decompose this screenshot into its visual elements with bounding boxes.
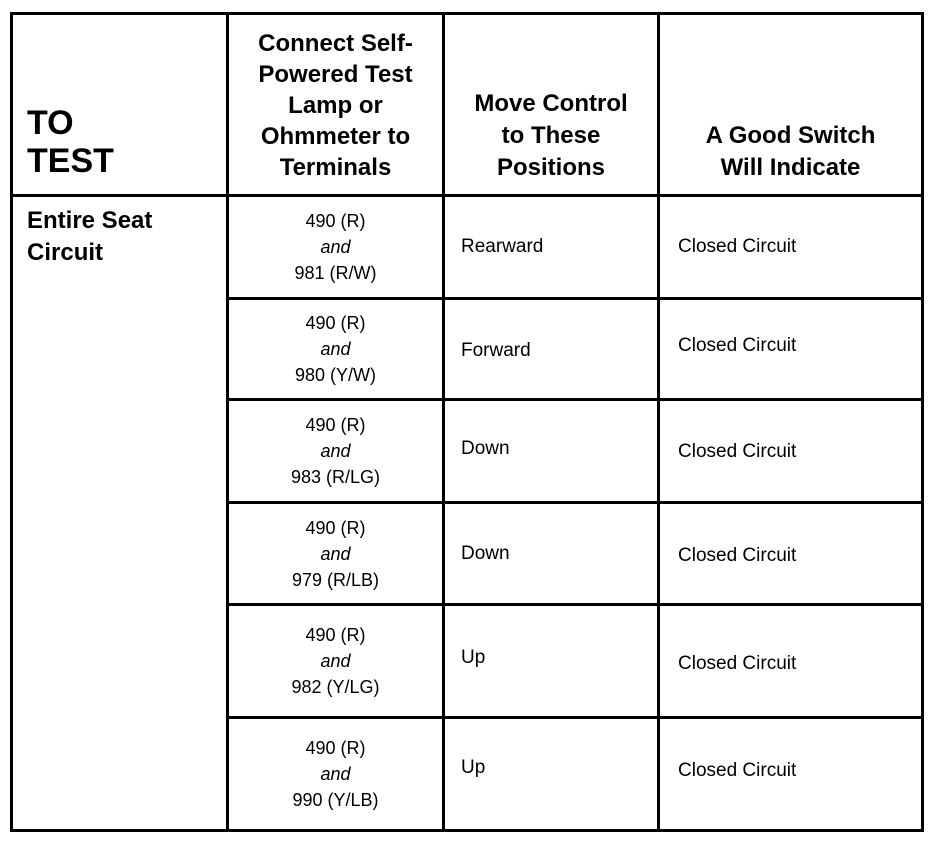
test-name: Entire Seat Circuit bbox=[27, 207, 153, 266]
header-positions: Move Control to These Positions bbox=[474, 90, 628, 181]
terminal-1: 490 (R) bbox=[305, 313, 366, 333]
terminal-2: 981 (R/W) bbox=[294, 263, 377, 283]
header-to-test: TO TEST bbox=[27, 104, 114, 180]
table-row-position: Down bbox=[461, 543, 510, 564]
table-row-terminals bbox=[229, 197, 442, 297]
terminal-1: 490 (R) bbox=[305, 738, 366, 758]
table-row-terminals bbox=[229, 401, 442, 501]
terminal-2: 983 (R/LG) bbox=[290, 467, 381, 487]
terminal-2: 990 (Y/LB) bbox=[292, 790, 379, 810]
and-label: and bbox=[320, 441, 351, 461]
table-row-indicate: Closed Circuit bbox=[678, 441, 797, 462]
terminal-2: 979 (R/LB) bbox=[291, 569, 380, 590]
table-row-indicate: Closed Circuit bbox=[678, 653, 797, 674]
table-row-terminals bbox=[229, 606, 442, 716]
table-row-position: Rearward bbox=[461, 236, 544, 257]
header-indicate: A Good Switch Will Indicate bbox=[705, 122, 876, 181]
table-row-position: Forward bbox=[461, 340, 531, 361]
table-row-terminals bbox=[229, 504, 442, 603]
terminal-1: 490 (R) bbox=[305, 517, 366, 538]
table-row-position: Down bbox=[461, 438, 510, 459]
table-row-indicate: Closed Circuit bbox=[678, 236, 797, 257]
header-terminals: Connect Self- Powered Test Lamp or Ohmmeter to Terminals bbox=[258, 30, 413, 181]
terminal-2: 980 (Y/W) bbox=[294, 365, 377, 385]
table-row-position: Up bbox=[461, 647, 486, 668]
and-label: and bbox=[320, 651, 351, 671]
and-label: and bbox=[320, 543, 351, 564]
table-row-terminals bbox=[229, 719, 442, 829]
table-row-indicate: Closed Circuit bbox=[678, 760, 797, 781]
and-label: and bbox=[320, 764, 351, 784]
terminal-1: 490 (R) bbox=[305, 625, 366, 645]
table-row-terminals bbox=[229, 300, 442, 398]
and-label: and bbox=[320, 339, 351, 359]
table-row-indicate: Closed Circuit bbox=[678, 545, 797, 566]
terminal-2: 982 (Y/LG) bbox=[291, 677, 380, 697]
table-row-position: Up bbox=[461, 757, 486, 778]
and-label: and bbox=[320, 237, 351, 257]
table-row-indicate: Closed Circuit bbox=[678, 335, 797, 356]
terminal-1: 490 (R) bbox=[305, 211, 366, 231]
terminal-1: 490 (R) bbox=[305, 415, 366, 435]
